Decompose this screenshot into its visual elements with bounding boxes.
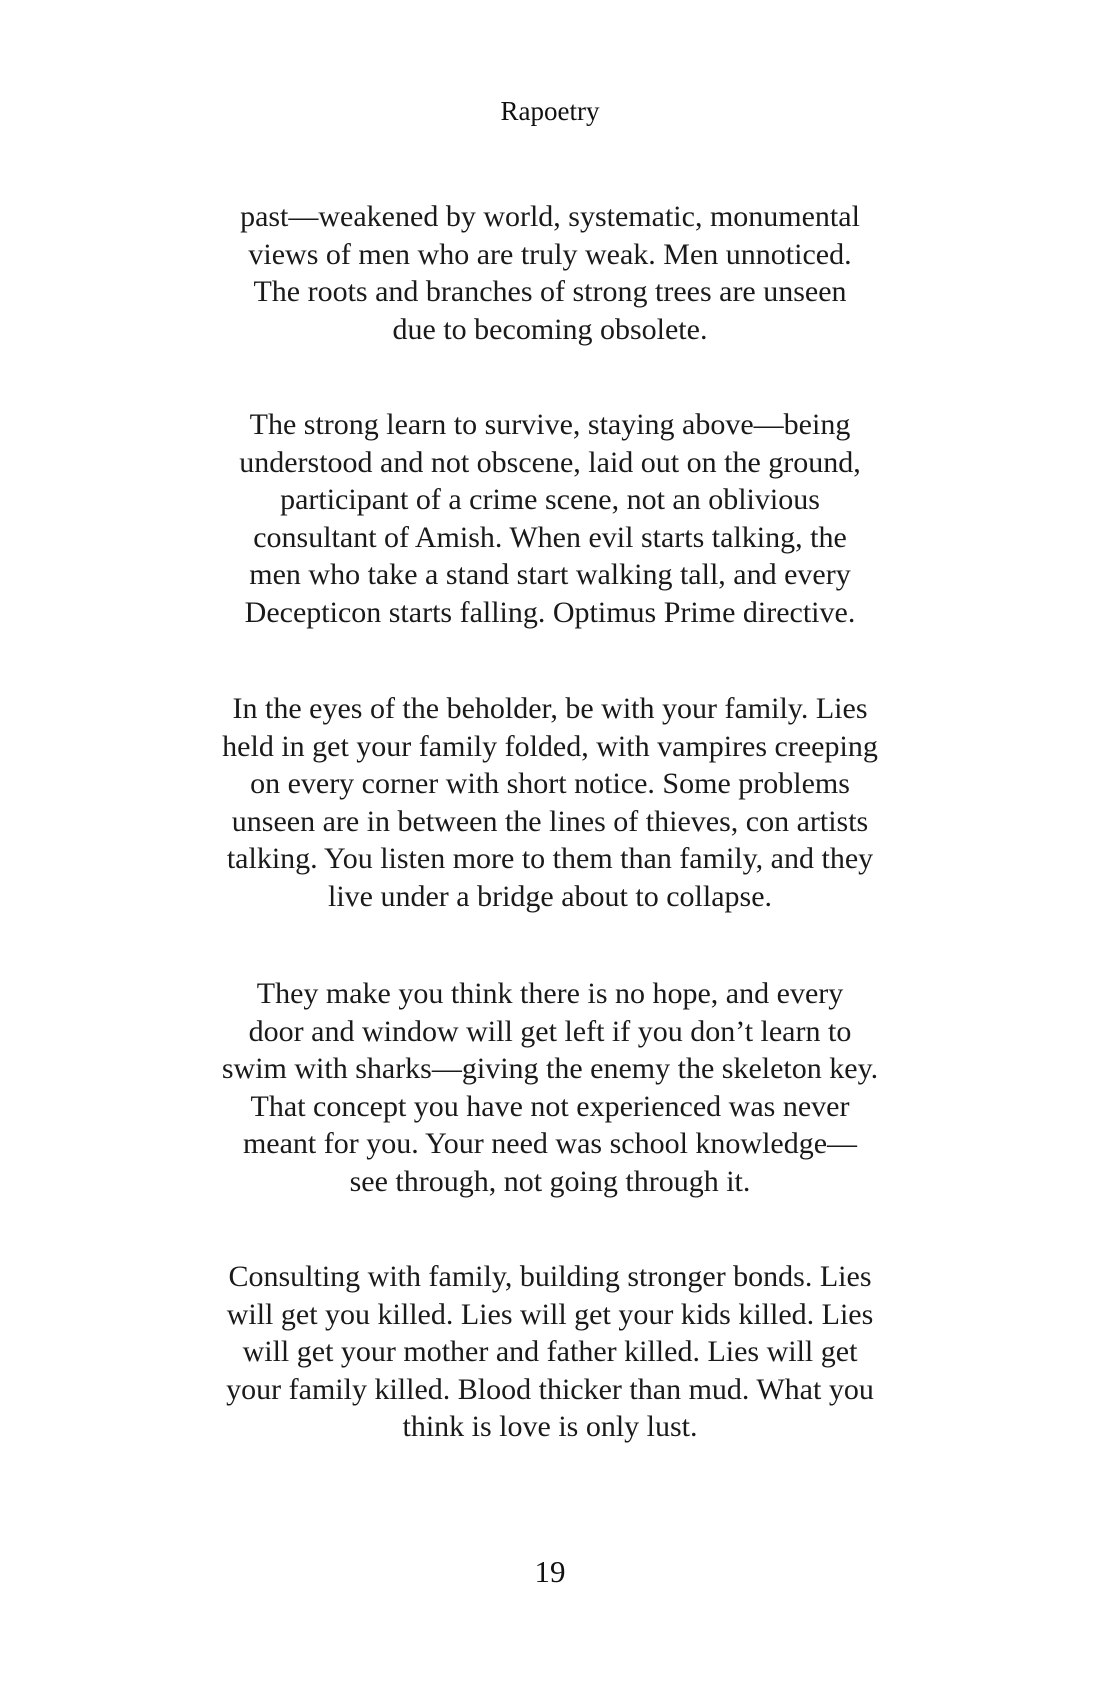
stanza-line: The strong learn to survive, staying above—being — [249, 408, 851, 441]
stanza-line: understood and not obscene, laid out on the ground, — [239, 445, 861, 479]
stanza-line: men who take a stand start walking tall, and every — [249, 558, 851, 591]
stanza-5 — [0, 1258, 1100, 1446]
stanza-line: on every corner with short notice. Some problems — [250, 767, 850, 800]
stanza-line: your family killed. Blood thicker than mud. What you — [226, 1372, 874, 1406]
stanza-line: Consulting with family, building stronger bonds. Lies — [228, 1260, 872, 1293]
stanza-line: swim with sharks—giving the enemy the skeleton key. — [221, 1052, 879, 1085]
stanza-3 — [0, 690, 1100, 915]
page-number: 19 — [534, 1554, 566, 1589]
stanza-line: unseen are in between the lines of thieves, con artists — [231, 804, 869, 838]
stanza-line: The roots and branches of strong trees are unseen — [253, 275, 847, 308]
stanza-4 — [0, 975, 1100, 1200]
stanza-1 — [0, 198, 1100, 348]
stanza-line: door and window will get left if you don’t learn to — [248, 1014, 852, 1048]
stanza-line: In the eyes of the beholder, be with your family. Lies — [232, 692, 868, 725]
stanza-line: talking. You listen more to them than family, and they — [226, 842, 874, 875]
running-header-title: Rapoetry — [500, 96, 600, 126]
stanza-line: will get your mother and father killed. Lies will get — [242, 1335, 858, 1368]
stanza-line: views of men who are truly weak. Men unnoticed. — [248, 237, 852, 271]
stanza-line: will get you killed. Lies will get your kids killed. Lies — [226, 1297, 874, 1331]
stanza-line: due to becoming obsolete. — [392, 312, 708, 346]
stanza-2 — [0, 406, 1100, 631]
stanza-line: consultant of Amish. When evil starts talking, the — [253, 520, 847, 554]
stanza-line: meant for you. Your need was school knowledge— — [242, 1127, 858, 1160]
stanza-line: held in get your family folded, with vampires creeping — [222, 729, 878, 763]
stanza-line: think is love is only lust. — [402, 1410, 698, 1443]
stanza-line: participant of a crime scene, not an oblivious — [280, 483, 820, 516]
stanza-line: They make you think there is no hope, and every — [256, 977, 844, 1010]
stanza-line: Decepticon starts falling. Optimus Prime directive. — [244, 595, 856, 629]
stanza-line: past—weakened by world, systematic, monumental — [240, 200, 860, 233]
stanza-line: That concept you have not experienced was never — [250, 1089, 850, 1123]
stanza-line: live under a bridge about to collapse. — [327, 879, 773, 913]
stanza-line: see through, not going through it. — [349, 1164, 751, 1198]
